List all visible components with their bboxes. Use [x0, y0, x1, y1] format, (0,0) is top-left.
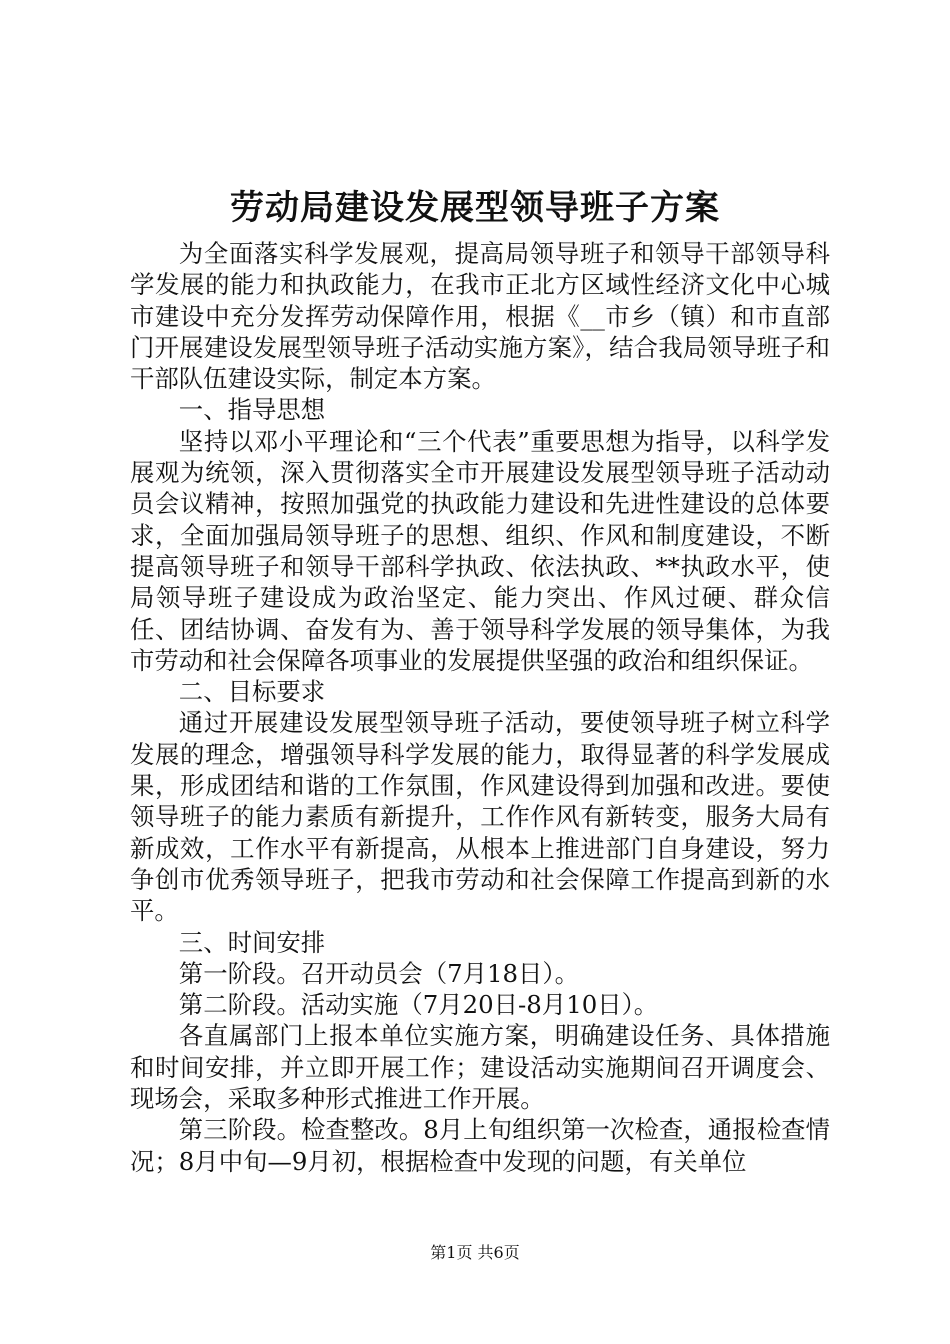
page-indicator: 第1页 共6页 — [430, 1243, 520, 1262]
schedule-stage-three: 第三阶段。检查整改。8月上旬组织第一次检查，通报检查情况；8月中旬—9月初，根据检查中发现的问题，有关单位 — [130, 1115, 830, 1176]
section-heading-guiding-thought: 一、指导思想 — [178, 395, 326, 425]
section-heading-goals: 二、目标要求 — [178, 677, 326, 707]
guiding-thought-paragraph: 坚持以邓小平理论和“三个代表”重要思想为指导，以科学发展观为统领，深入贯彻落实全市开展建设发展型领导班子活动动员会议精神，按照加强党的执政能力建设和先进性建设的总体要求，全面加强局领导班子的思想、组织、作风和制度建设，不断提高领导班子和领导干部科学执政、依法执政、**执政水平，使局领导班子建设成为政治坚定、能力突出、作风过硬、群众信任、团结协调、奋发有为、善于领导科学发展的领导集体，为我市劳动和社会保障各项事业的发展提供坚强的政治和组织保证。 — [130, 426, 830, 675]
stage-two-details: 各直属部门上报本单位实施方案，明确建设任务、具体措施和时间安排，并立即开展工作；建设活动实施期间召开调度会、现场会，采取多种形式推进工作开展。 — [130, 1021, 830, 1114]
document-title: 劳动局建设发展型领导班子方案 — [230, 188, 720, 228]
goals-paragraph: 通过开展建设发展型领导班子活动，要使领导班子树立科学发展的理念，增强领导科学发展的能力，取得显著的科学发展成果，形成团结和谐的工作氛围，作风建设得到加强和改进。要使领导班子的能力素质有新提升，工作作风有新转变，服务大局有新成效，工作水平有新提高，从根本上推进部门自身建设，努力争创市优秀领导班子，把我市劳动和社会保障工作提高到新的水平。 — [130, 708, 830, 926]
schedule-stage-two: 第二阶段。活动实施（7月20日-8月10日）。 — [178, 990, 659, 1020]
document-body — [130, 238, 830, 1177]
intro-paragraph: 为全面落实科学发展观，提高局领导班子和领导干部领导科学发展的能力和执政能力，在我市正北方区域性经济文化中心城市建设中充分发挥劳动保障作用，根据《__市乡（镇）和市直部门开展建设发展型领导班子活动实施方案》，结合我局领导班子和干部队伍建设实际，制定本方案。 — [130, 239, 830, 394]
schedule-stage-one: 第一阶段。召开动员会（7月18日）。 — [178, 958, 580, 988]
section-heading-schedule: 三、时间安排 — [178, 927, 326, 957]
